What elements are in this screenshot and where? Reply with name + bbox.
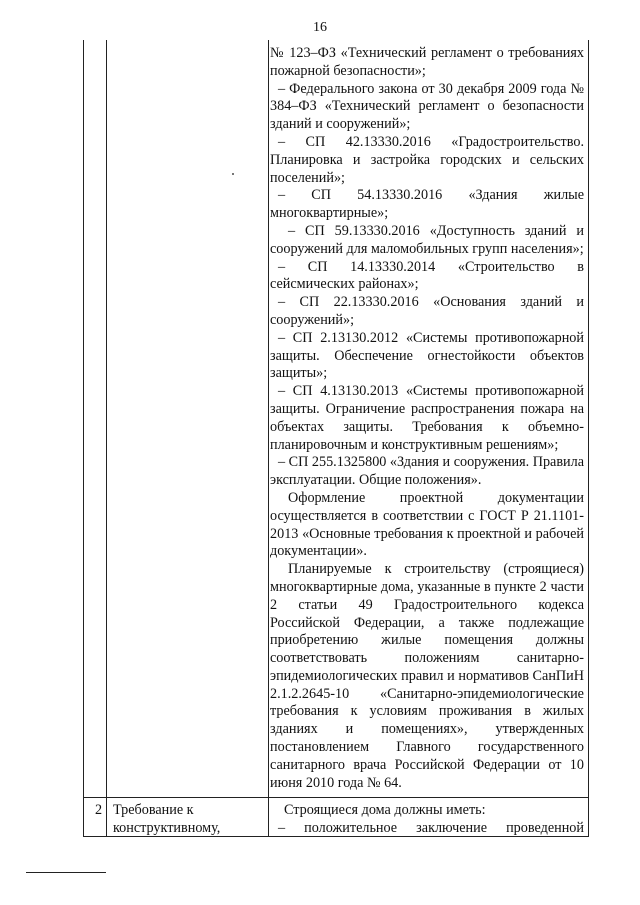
requirements-text bbox=[270, 45, 584, 792]
paragraph-4: – СП 54.13330.2016 «Здания жилые многоквартирные»; bbox=[270, 187, 584, 222]
footnote-rule bbox=[26, 872, 106, 873]
row-title-line-1: Требование к bbox=[113, 802, 194, 818]
paragraph-11: Оформление проектной документации осуществляется в соответствии с ГОСТ Р 21.1101-2013 «Основные требования к проектной и рабочей документации». bbox=[270, 489, 584, 560]
paragraph-2: – Федерального закона от 30 декабря 2009 года № 384–ФЗ «Технический регламент о безопасности зданий и сооружений»; bbox=[270, 80, 584, 133]
scan-speck bbox=[232, 173, 234, 175]
paragraph-12: Планируемые к строительству (строящиеся) многоквартирные дома, указанные в пункте 2 части 2 статьи 49 Градостроительного кодекса Российской Федерации, а также подлежащие приобретению жилые помещения должны соответствовать положениям санитарно-эпидемиологических правил и нормативов СанПиН 2.1.2.2645-10 «Санитарно-эпидемиологические требования к условиям проживания в жилых зданиях и помещениях», утвержденных постановлением Главного государственного санитарного врача Российской Федерации от 10 июня 2010 года № 64. bbox=[270, 561, 584, 791]
paragraph-3: – СП 42.13330.2016 «Градостроительство. Планировка и застройка городских и сельских поселений»; bbox=[270, 133, 584, 186]
row-number: 2 bbox=[95, 802, 103, 818]
paragraph-9: – СП 4.13130.2013 «Системы противопожарной защиты. Ограничение распространения пожара на объектах защиты. Требования к объемно-планировочным и конструктивным решениям»; bbox=[270, 383, 584, 453]
column-divider-2 bbox=[268, 40, 269, 836]
paragraph-1: № 123–ФЗ «Технический регламент о требованиях пожарной безопасности»; bbox=[270, 45, 584, 79]
row-content-line-1: Строящиеся дома должны иметь: bbox=[284, 802, 486, 818]
paragraph-8: – СП 2.13130.2012 «Системы противопожарной защиты. Обеспечение огнестойкости объектов защиты»; bbox=[270, 329, 584, 382]
page-number: 16 bbox=[313, 20, 327, 35]
row-title-line-2: конструктивному, bbox=[113, 819, 221, 836]
paragraph-10: – СП 255.1325800 «Здания и сооружения. Правила эксплуатации. Общие положения». bbox=[270, 454, 585, 489]
row-divider bbox=[84, 797, 588, 798]
row-content-line-2: – положительное заключение проведенной bbox=[278, 819, 584, 836]
row-content bbox=[270, 802, 584, 838]
row-title bbox=[113, 802, 220, 838]
paragraph-6: – СП 14.13330.2014 «Строительство в сейсмических районах»; bbox=[270, 258, 584, 293]
paragraph-7: – СП 22.13330.2016 «Основания зданий и сооружений»; bbox=[270, 294, 584, 328]
column-divider-1 bbox=[106, 40, 107, 836]
paragraph-5: – СП 59.13330.2016 «Доступность зданий и сооружений для маломобильных групп населения»; bbox=[270, 222, 584, 257]
